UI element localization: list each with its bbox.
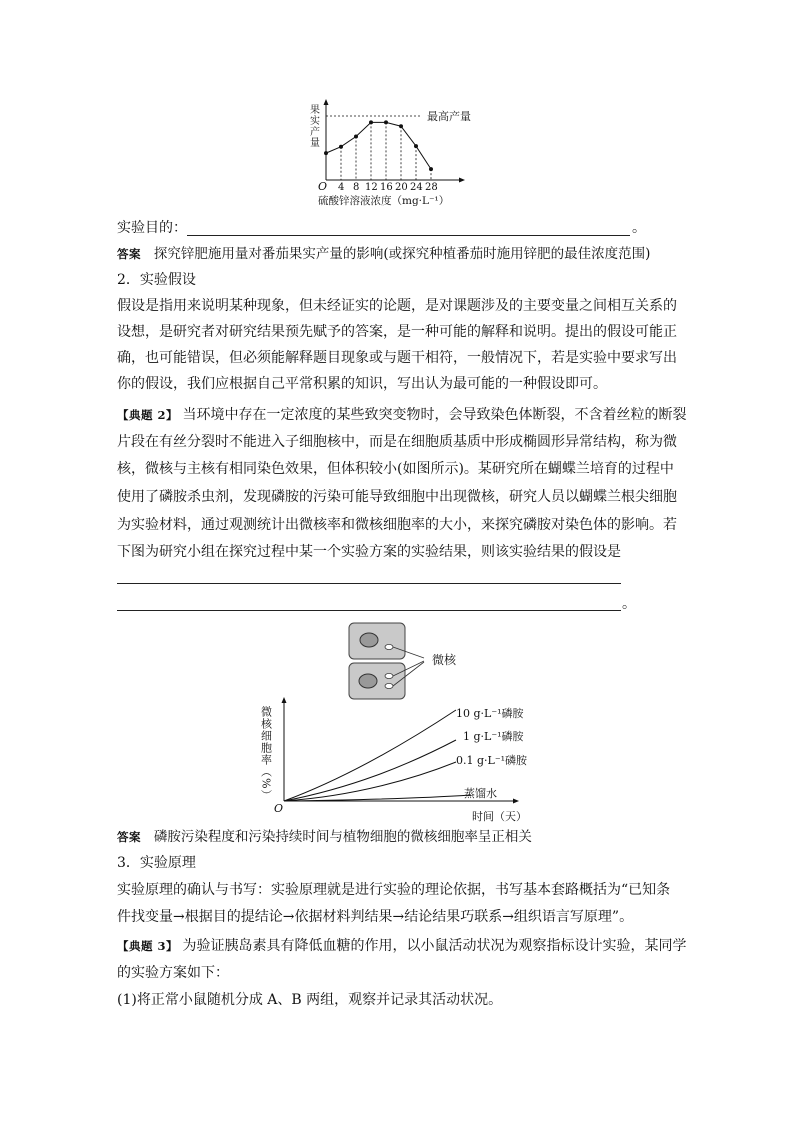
paragraph-line (117, 907, 677, 927)
paragraph-line (117, 880, 677, 900)
example2-line (117, 487, 677, 507)
max-yield-label: 最高产量 (427, 110, 471, 123)
answer2-row (117, 827, 677, 847)
purpose-label: 实验目的： (117, 220, 187, 236)
series-line-1g (284, 740, 456, 801)
x-axis-arrow (459, 178, 465, 183)
data-point (369, 120, 373, 124)
x-axis-label: 时间（天） (472, 810, 527, 823)
answer1-tag: 答案 (117, 247, 141, 261)
section3-title: 3．实验原理 (117, 855, 196, 871)
example2-line (117, 405, 687, 425)
micronucleus-lower-1 (385, 673, 393, 678)
paragraph-line (117, 374, 677, 394)
p1: 假设是指用来说明某种现象，但未经证实的论题，是对课题涉及的主要变量之间相互关系的 (117, 298, 677, 314)
data-point (324, 151, 328, 155)
section2-heading (117, 270, 677, 290)
origin-label: O (274, 802, 284, 815)
x-tick-label: 28 (425, 182, 438, 193)
paragraph-line (117, 296, 677, 316)
paragraph-line (117, 322, 677, 342)
purpose-answer-blank[interactable] (187, 235, 630, 236)
micronucleus-upper (385, 644, 393, 649)
purpose-end (632, 218, 652, 238)
answer2-text: 磷胺污染程度和污染持续时间与植物细胞的微核细胞率呈正相关 (153, 829, 532, 845)
data-point (399, 124, 403, 128)
answer2-tag: 答案 (117, 830, 141, 844)
example2-line (117, 432, 677, 452)
x-axis-label: 硫酸锌溶液浓度（mg·L⁻¹） (318, 195, 450, 207)
p6: 件找变量→根据目的提结论→依据材料判结果→结论结果巧联系→组织语言写原理”。 (117, 909, 634, 925)
x-tick-label: 24 (410, 182, 423, 193)
ex2-3: 核，微核与主核有相同染色效果，但体积较小(如图所示)。某研究所在蝴蝶兰培育的过程中 (117, 461, 674, 477)
example3-line (117, 936, 687, 956)
y-axis-label: 果实产量 (307, 104, 319, 148)
step-line (117, 990, 677, 1010)
answer1-row (117, 244, 677, 264)
main-nucleus-lower (359, 674, 377, 688)
ex3-1: 为验证胰岛素具有降低血糖的作用，以小鼠活动状况为观察指标设计实验，某同学 (182, 938, 687, 954)
series-line-10g (284, 710, 456, 801)
x-tick-label: 20 (395, 182, 408, 193)
section3-heading (117, 853, 677, 873)
step1: (1)将正常小鼠随机分成 A、B 两组，观察并记录其活动状况。 (117, 992, 503, 1008)
example2-line (117, 542, 677, 562)
data-point (414, 144, 418, 148)
data-point (429, 167, 433, 171)
hypothesis-blank-1[interactable] (117, 583, 621, 584)
ex2-4: 使用了磷胺杀虫剂，发现磷胺的污染可能导致细胞中出现微核，研究人员以蝴蝶兰根尖细胞 (117, 489, 677, 505)
hypothesis-end (622, 594, 642, 614)
hypothesis-end-mark: 。 (622, 596, 636, 612)
origin-label: O (318, 180, 328, 193)
ex2-5: 为实验材料，通过观测统计出微核率和微核细胞率的大小，来探究磷胺对染色体的影响。若 (117, 517, 677, 533)
hypothesis-blank-2[interactable] (117, 610, 621, 611)
ex3-2: 的实验方案如下： (117, 965, 229, 981)
x-tick-label: 12 (365, 182, 378, 193)
p5: 实验原理的确认与书写：实验原理就是进行实验的理论依据，书写基本套路概括为“已知条 (117, 882, 671, 898)
ex2-6: 下图为研究小组在探究过程中某一个实验方案的实验结果，则该实验结果的假设是 (117, 544, 621, 560)
example2-tag: 【典题 2】 (117, 408, 179, 422)
p3: 确，也可能错误，但必须能解释题目现象或与题干相符，一般情况下，若是实验中要求写出 (117, 350, 677, 366)
x-tick-label: 4 (338, 182, 345, 193)
x-tick-label: 8 (353, 182, 360, 193)
ex2-2: 片段在有丝分裂时不能进入子细胞核中，而是在细胞质基质中形成椭圆形异常结构，称为微 (117, 434, 677, 450)
series-label-10g: 10 g·L⁻¹磷胺 (456, 707, 524, 720)
series-label-1g: 1 g·L⁻¹磷胺 (463, 730, 524, 743)
data-point (339, 145, 343, 149)
series-label-water: 蒸馏水 (464, 787, 497, 800)
series-label-0.1g: 0.1 g·L⁻¹磷胺 (456, 754, 528, 767)
y-axis-arrow (324, 99, 329, 105)
micronucleus-lower-2 (385, 683, 393, 688)
data-point (354, 134, 358, 138)
example3-line (117, 963, 677, 983)
section2-title: 2．实验假设 (117, 272, 196, 288)
example2-line (117, 459, 677, 479)
y-axis-label: 微核细胞率（%） (259, 706, 273, 802)
example3-tag: 【典题 3】 (117, 939, 179, 953)
p2: 设想，是研究者对研究结果预先赋予的答案，是一种可能的解释和说明。提出的假设可能正 (117, 324, 677, 340)
p4: 你的假设，我们应根据自己平常积累的知识，写出认为最可能的一种假设即可。 (117, 376, 607, 392)
yield-chart (300, 96, 500, 208)
micronucleus-label: 微核 (432, 653, 457, 667)
y-axis-arrow (282, 697, 287, 703)
answer1-text: 探究锌肥施用量对番茄果实产量的影响(或探究种植番茄时施用锌肥的最佳浓度范围) (153, 246, 651, 262)
purpose-end-mark: 。 (632, 220, 646, 236)
paragraph-line (117, 348, 677, 368)
x-axis-arrow (513, 799, 519, 804)
data-point (384, 120, 388, 124)
ex2-1: 当环境中存在一定浓度的某些致突变物时，会导致染色体断裂，不含着丝粒的断裂 (182, 407, 687, 423)
micronucleus-figure (256, 618, 546, 828)
main-nucleus-upper (360, 633, 378, 647)
example2-line (117, 515, 677, 535)
x-tick-label: 16 (380, 182, 393, 193)
